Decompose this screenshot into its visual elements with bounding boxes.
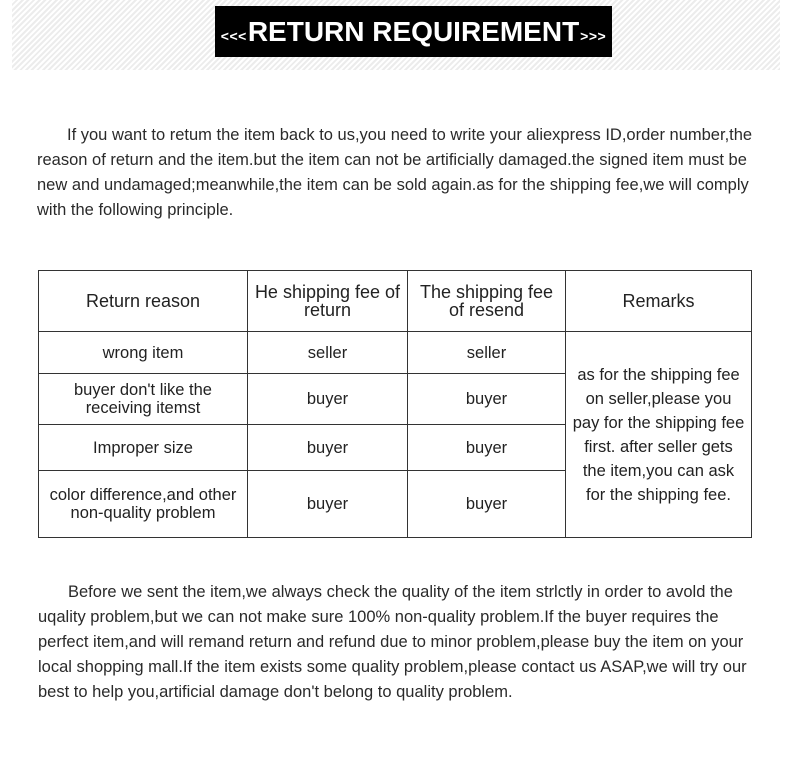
header-banner: [12, 0, 780, 70]
reason-cell: buyer don't like the receiving itemst: [39, 374, 248, 425]
return-fee-cell: seller: [248, 332, 408, 374]
header-resend-fee: The shipping fee of resend: [408, 271, 566, 332]
title-box: [215, 6, 612, 57]
resend-fee-cell: buyer: [408, 374, 566, 425]
closing-text: Before we sent the item,we always check the quality of the item strlctly in order to avold the uqality problem,but we can not make sure 100% non-quality problem.If the buyer requires the perfect item,and will remand return and refund due to minor problem,please buy the item on your local shopping mall.If the item exists some quality problem,please contact us ASAP,we will try our best to help you,artificial damage don't belong to quality problem.: [38, 583, 747, 701]
resend-fee-cell: buyer: [408, 425, 566, 471]
table-row: [39, 332, 752, 374]
header-remarks: Remarks: [566, 271, 752, 332]
return-fee-cell: buyer: [248, 471, 408, 538]
left-arrows: <<<: [220, 27, 247, 44]
reason-cell: color difference,and other non-quality problem: [39, 471, 248, 538]
resend-fee-cell: buyer: [408, 471, 566, 538]
remarks-cell: as for the shipping fee on seller,please you pay for the shipping fee first. after seller gets the item,you can ask for the shipping fee.: [566, 332, 752, 538]
header-return-fee: He shipping fee of return: [248, 271, 408, 332]
header-return-reason: Return reason: [39, 271, 248, 332]
closing-paragraph: [38, 580, 758, 705]
return-fee-cell: buyer: [248, 374, 408, 425]
intro-text: If you want to retum the item back to us,you need to write your aliexpress ID,order number,the reason of return and the item.but the item can not be artificially damaged.the signed item must be new and undamaged;meanwhile,the item can be sold again.as for the shipping fee,we will comply with the following principle.: [37, 126, 753, 219]
table-header-row: [39, 271, 752, 332]
resend-fee-cell: seller: [408, 332, 566, 374]
return-fee-cell: buyer: [248, 425, 408, 471]
reason-cell: wrong item: [39, 332, 248, 374]
intro-paragraph: [37, 123, 757, 223]
return-requirement-table: [38, 270, 752, 538]
right-arrows: >>>: [580, 27, 607, 44]
page-title: RETURN REQUIREMENT: [247, 15, 580, 47]
reason-cell: Improper size: [39, 425, 248, 471]
